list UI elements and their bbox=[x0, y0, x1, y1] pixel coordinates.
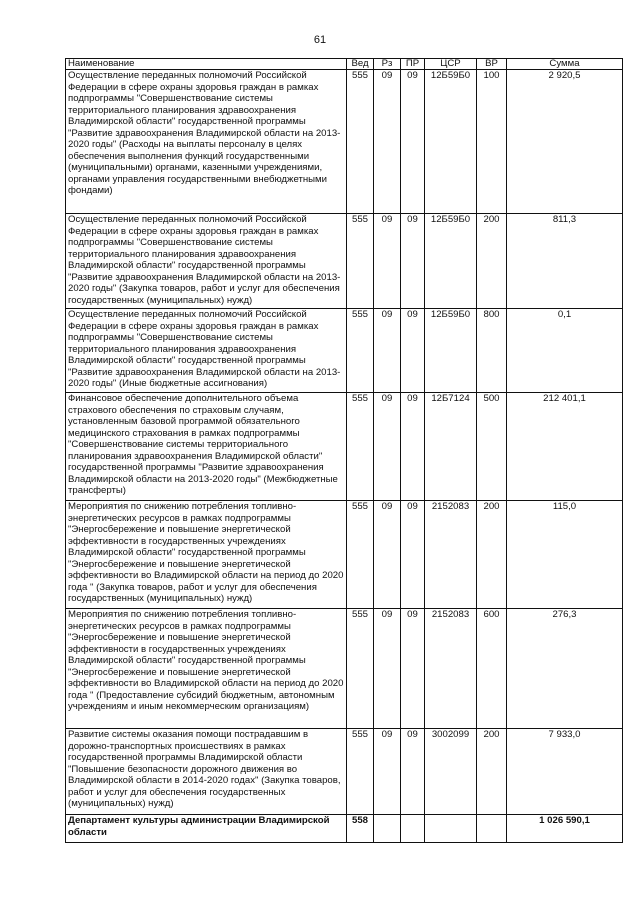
row-csr: 12Б59Б0 bbox=[425, 309, 477, 393]
row-pr: 09 bbox=[401, 501, 425, 609]
table-row bbox=[66, 70, 623, 214]
row-name: Мероприятия по снижению потребления топливно-энергетических ресурсов в рамках подпрограммы "Энергосбережение и повышение энергетической эффективности в государственных учреждениях Владимирской области" государственной программы "Энергосбережение и повышение энергетической эффективности во Владимирской области на период до 2020 года " (Предоставление субсидий бюджетным, автономным учреждениям и иным некоммерческим организациям) bbox=[66, 609, 347, 729]
row-vr: 800 bbox=[477, 309, 507, 393]
row-name: Мероприятия по снижению потребления топливно-энергетических ресурсов в рамках подпрограммы "Энергосбережение и повышение энергетической эффективности в государственных учреждениях Владимирской области" государственной программы "Энергосбережение и повышение энергетической эффективности во Владимирской области на период до 2020 года " (Закупка товаров, работ и услуг для обеспечения государственных (муниципальных) нужд) bbox=[66, 501, 347, 609]
page-number: 61 bbox=[313, 34, 327, 46]
row-ved: 555 bbox=[347, 501, 374, 609]
row-rz: 09 bbox=[374, 70, 401, 214]
row-ved: 555 bbox=[347, 393, 374, 501]
row-vr: 200 bbox=[477, 214, 507, 309]
row-vr: 100 bbox=[477, 70, 507, 214]
header-rz: Рз bbox=[374, 59, 401, 70]
header-sum: Сумма bbox=[507, 59, 623, 70]
header-csr: ЦСР bbox=[425, 59, 477, 70]
row-csr: 12Б59Б0 bbox=[425, 214, 477, 309]
row-pr: 09 bbox=[401, 729, 425, 815]
table-header-row bbox=[66, 59, 623, 70]
row-name: Департамент культуры администрации Владимирской области bbox=[66, 815, 347, 843]
budget-table bbox=[65, 58, 623, 843]
row-ved: 558 bbox=[347, 815, 374, 843]
row-ved: 555 bbox=[347, 214, 374, 309]
header-ved: Вед bbox=[347, 59, 374, 70]
row-vr: 600 bbox=[477, 609, 507, 729]
row-sum: 811,3 bbox=[507, 214, 623, 309]
header-pr: ПР bbox=[401, 59, 425, 70]
table-row bbox=[66, 729, 623, 815]
header-name: Наименование bbox=[66, 59, 347, 70]
row-ved: 555 bbox=[347, 309, 374, 393]
row-sum: 7 933,0 bbox=[507, 729, 623, 815]
row-vr: 200 bbox=[477, 501, 507, 609]
row-csr bbox=[425, 815, 477, 843]
row-name: Осуществление переданных полномочий Российской Федерации в сфере охраны здоровья граждан в рамках подпрограммы "Совершенствование системы территориального планирования здравоохранения Владимирской области" государственной программы "Развитие здравоохранения Владимирской области на 2013-2020 годы" (Расходы на выплаты персоналу в целях обеспечения выполнения функций государственными (муниципальными) органами, казенными учреждениями, органами управления государственными внебюджетными фондами) bbox=[66, 70, 347, 214]
table-row bbox=[66, 609, 623, 729]
table-row bbox=[66, 309, 623, 393]
row-sum: 115,0 bbox=[507, 501, 623, 609]
row-sum: 276,3 bbox=[507, 609, 623, 729]
row-vr bbox=[477, 815, 507, 843]
row-sum: 0,1 bbox=[507, 309, 623, 393]
row-sum: 1 026 590,1 bbox=[507, 815, 623, 843]
row-csr: 12Б7124 bbox=[425, 393, 477, 501]
row-csr: 2152083 bbox=[425, 501, 477, 609]
row-rz: 09 bbox=[374, 214, 401, 309]
row-rz: 09 bbox=[374, 501, 401, 609]
table-row bbox=[66, 393, 623, 501]
row-rz: 09 bbox=[374, 729, 401, 815]
table-row bbox=[66, 501, 623, 609]
row-name: Финансовое обеспечение дополнительного объема страхового обеспечения по страховым случаям, установленным базовой программой обязательного медицинского страхования в рамках подпрограммы "Совершенствование системы территориального планирования здравоохранения Владимирской области" государственной программы "Развитие здравоохранения Владимирской области на 2013-2020 годы" (Межбюджетные трансферты) bbox=[66, 393, 347, 501]
row-pr: 09 bbox=[401, 309, 425, 393]
header-vr: ВР bbox=[477, 59, 507, 70]
row-name: Развитие системы оказания помощи пострадавшим в дорожно-транспортных происшествиях в рамках государственной программы Владимирской области "Повышение безопасности дорожного движения во Владимирской области в 2014-2020 годах" (Закупка товаров, работ и услуг для обеспечения государственных (муниципальных) нужд) bbox=[66, 729, 347, 815]
row-ved: 555 bbox=[347, 609, 374, 729]
row-pr: 09 bbox=[401, 70, 425, 214]
row-pr: 09 bbox=[401, 214, 425, 309]
row-ved: 555 bbox=[347, 729, 374, 815]
row-pr bbox=[401, 815, 425, 843]
row-ved: 555 bbox=[347, 70, 374, 214]
row-csr: 2152083 bbox=[425, 609, 477, 729]
row-vr: 200 bbox=[477, 729, 507, 815]
row-sum: 212 401,1 bbox=[507, 393, 623, 501]
table-row bbox=[66, 214, 623, 309]
row-rz: 09 bbox=[374, 393, 401, 501]
row-name: Осуществление переданных полномочий Российской Федерации в сфере охраны здоровья граждан в рамках подпрограммы "Совершенствование системы территориального планирования здравоохранения Владимирской области" государственной программы "Развитие здравоохранения Владимирской области на 2013-2020 годы" (Иные бюджетные ассигнования) bbox=[66, 309, 347, 393]
row-csr: 12Б59Б0 bbox=[425, 70, 477, 214]
row-sum: 2 920,5 bbox=[507, 70, 623, 214]
table-row bbox=[66, 815, 623, 843]
row-name: Осуществление переданных полномочий Российской Федерации в сфере охраны здоровья граждан в рамках подпрограммы "Совершенствование системы территориального планирования здравоохранения Владимирской области" государственной программы "Развитие здравоохранения Владимирской области на 2013-2020 годы" (Закупка товаров, работ и услуг для обеспечения государственных (муниципальных) нужд) bbox=[66, 214, 347, 309]
row-rz: 09 bbox=[374, 309, 401, 393]
row-rz: 09 bbox=[374, 609, 401, 729]
row-rz bbox=[374, 815, 401, 843]
row-pr: 09 bbox=[401, 609, 425, 729]
row-pr: 09 bbox=[401, 393, 425, 501]
row-csr: 3002099 bbox=[425, 729, 477, 815]
row-vr: 500 bbox=[477, 393, 507, 501]
